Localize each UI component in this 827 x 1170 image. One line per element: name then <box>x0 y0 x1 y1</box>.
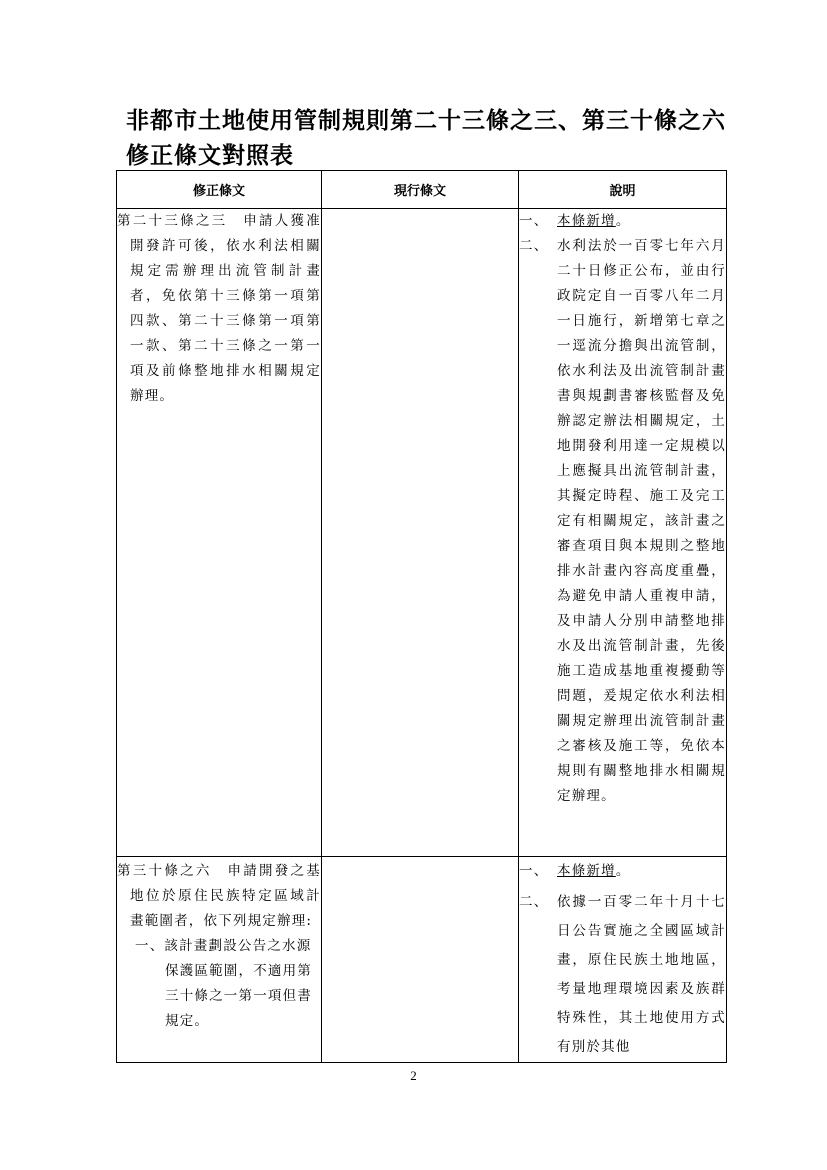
page-number: 2 <box>410 1068 417 1083</box>
current-cell <box>322 209 519 857</box>
explanation-cell <box>519 857 727 1063</box>
item-number: 一、 <box>519 213 549 229</box>
item-text: 本條新增 <box>557 213 616 229</box>
item-suffix: 。 <box>615 213 631 229</box>
item-number: 二、 <box>519 238 549 254</box>
item-text: 水利法於一百零七年六月二十日修正公布，並由行政院定自一百零八年二月一日施行，新增第七章之一逕流分擔與出流管制，依水利法及出流管制計畫書與規劃書審核監督及免辦認定辦法相關規定，土地開發利用達一定規模以上應擬具出流管制計畫，其擬定時程、施工及完工定有相關規定，該計畫之審查項目與本規則之整地排水計畫內容高度重疊，為避免申請人重複申請，及申請人分別申請整地排水及出流管制計畫，先後施工造成基地重複擾動等問題，爰規定依水利法相關規定辦理出流管制計畫之審核及施工等，免依本規則有關整地排水相關規定辦理。 <box>557 238 726 804</box>
article-text: 申請開發之基地位於原住民族特定區域計畫範圍者，依下列規定辦理: <box>130 863 322 929</box>
document-title: 非都市土地使用管制規則第二十三條之三、第三十條之六修正條文對照表 <box>126 108 726 169</box>
sub-item-text: 該計畫劃設公告之水源保護區範圍，不適用第三十條之一第一項但書規定。 <box>164 938 312 1029</box>
sub-item <box>117 934 321 1034</box>
comparison-table <box>116 170 727 1063</box>
item-text: 依據一百零二年十月十七日公告實施之全國區域計畫，原住民族土地地區，考量地理環境因素及族群特殊性，其土地使用方式有別於其他 <box>557 894 726 1055</box>
item-number: 一、 <box>519 863 549 879</box>
article-text: 申請人獲准開發許可後，依水利法相關規定需辦理出流管制計畫者，免依第十三條第一項第四款、第二十三條第一項第一款、第二十三條之一第一項及前條整地排水相關規定辦理。 <box>130 213 321 404</box>
item-suffix: 。 <box>615 863 631 879</box>
article-number: 第二十三條之三 <box>117 213 228 229</box>
explanation-cell <box>519 209 727 857</box>
header-amended: 修正條文 <box>117 171 322 209</box>
explanation-item <box>519 888 726 1062</box>
header-current: 現行條文 <box>322 171 519 209</box>
explanation-item <box>519 209 726 234</box>
item-number: 二、 <box>519 894 549 910</box>
sub-item-number: 一、 <box>135 938 165 954</box>
header-explanation: 說明 <box>519 171 727 209</box>
explanation-item <box>519 234 726 809</box>
current-cell <box>322 857 519 1063</box>
amended-cell <box>117 209 322 857</box>
explanation-item <box>519 859 726 884</box>
article-number: 第三十條之六 <box>117 863 212 879</box>
table-row <box>117 209 727 857</box>
item-text: 本條新增 <box>557 863 616 879</box>
header-row <box>117 171 727 209</box>
amended-cell <box>117 857 322 1063</box>
table-row <box>117 857 727 1063</box>
